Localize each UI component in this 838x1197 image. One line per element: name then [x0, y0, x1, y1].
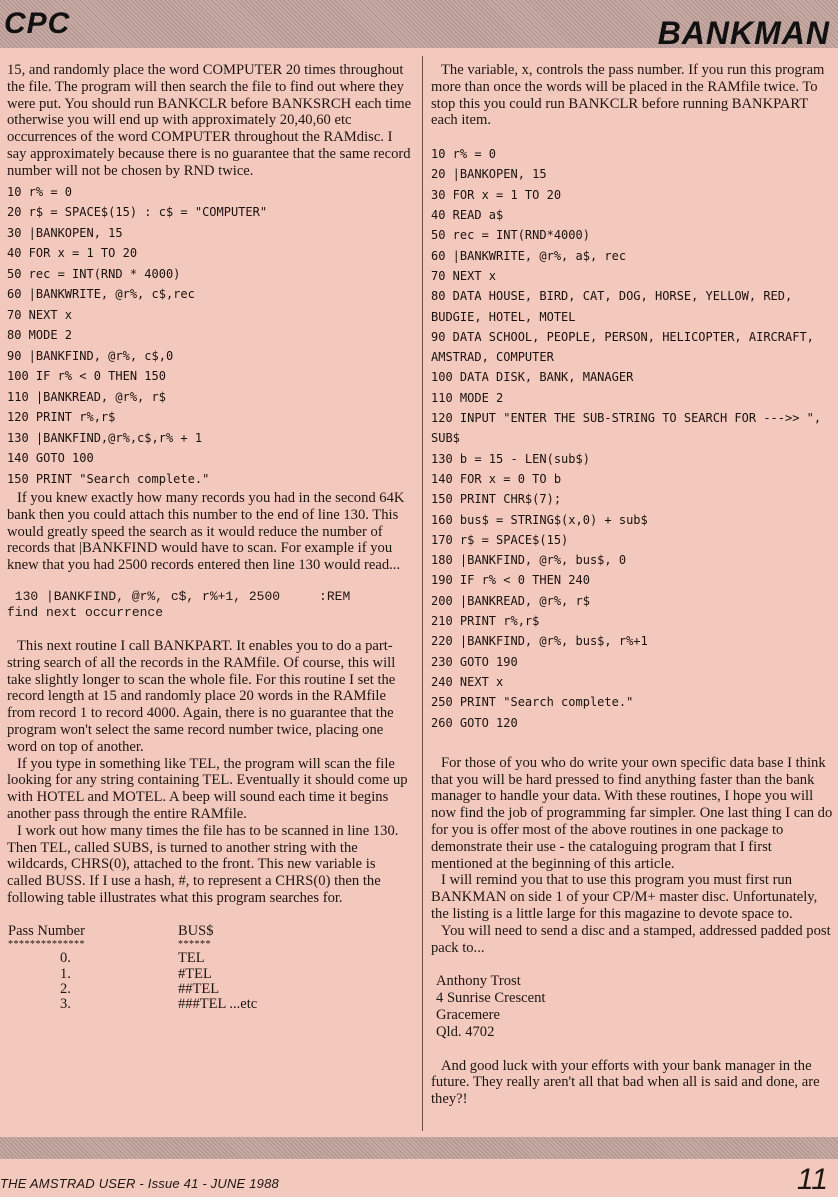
code-line: 220 |BANKFIND, @r%, bus$, r%+1 [431, 634, 648, 649]
right-paragraph-4: You will need to send a disc and a stamped, addressed padded post pack to... [431, 922, 831, 956]
bus-value-cell: TEL [178, 950, 205, 967]
code-line: 80 DATA HOUSE, BIRD, CAT, DOG, HORSE, YELLOW, RED, BUDGIE, HOTEL, MOTEL [431, 289, 800, 324]
code-line: 60 |BANKWRITE, @r%, c$,rec [7, 287, 195, 302]
code-note: 130 |BANKFIND, @r%, c$, r%+1, 2500 :REM find next occurrence [7, 589, 351, 621]
table-row [8, 982, 257, 997]
code-line: 10 r% = 0 [431, 147, 497, 162]
closing-paragraph: And good luck with your efforts with your bank manager in the future. They really aren't all that bad when all is said and done, are they?! [431, 1057, 820, 1108]
code-line: 230 GOTO 190 [431, 654, 518, 669]
code-line: 120 PRINT r%,r$ [7, 410, 116, 425]
code-line: 250 PRINT "Search complete." [431, 695, 634, 710]
column-divider [422, 56, 423, 1131]
code-line: 100 DATA DISK, BANK, MANAGER [431, 370, 634, 385]
code-line: 130 |BANKFIND,@r%,c$,r% + 1 [7, 430, 203, 445]
code-line: 80 MODE 2 [7, 328, 73, 343]
code-line: 140 FOR x = 0 TO b [431, 471, 562, 486]
pass-table [8, 924, 257, 1013]
code-line: 40 FOR x = 1 TO 20 [7, 246, 138, 261]
code-line: 50 rec = INT(RND * 4000) [7, 266, 181, 281]
left-paragraph-2: If you knew exactly how many records you had in the second 64K bank then you could attach this number to the end of line 130. This would greatly speed the search as it would reduce the number of records that |BANKFIND would have to scan. For example if you knew that you had 2500 records entered then line 130 would read... [7, 490, 405, 574]
left-paragraph-4: If you type in something like TEL, the program will scan the file looking for any string containing TEL. Eventually it should come up with HOTEL and MOTEL. A beep will sound each time it begins another pass through the entire RAMfile. [7, 755, 408, 823]
pass-table-rule: ****** [178, 939, 211, 951]
code-line: 50 rec = INT(RND*4000) [431, 228, 590, 243]
code-line: 100 IF r% < 0 THEN 150 [7, 369, 166, 384]
code-line: 40 READ a$ [431, 208, 504, 223]
address-line: Gracemere [436, 1006, 500, 1023]
address-line: Anthony Trost [436, 973, 521, 990]
code-line: 120 INPUT "ENTER THE SUB-STRING TO SEARCH FOR --->> ", SUB$ [431, 411, 829, 446]
bus-value-cell: ###TEL ...etc [178, 996, 258, 1013]
address-line: 4 Sunrise Crescent [436, 990, 546, 1007]
code-line: 70 NEXT x [7, 307, 73, 322]
publication-footer: THE AMSTRAD USER - Issue 41 - JUNE 1988 [0, 1176, 279, 1191]
code-line: 110 |BANKREAD, @r%, r$ [7, 389, 166, 404]
code-line: 260 GOTO 120 [431, 715, 518, 730]
table-row [8, 967, 257, 982]
page-number: 11 [796, 1163, 828, 1196]
code-line: 30 FOR x = 1 TO 20 [431, 187, 562, 202]
section-label: CPC [4, 7, 71, 40]
left-paragraph-3: This next routine I call BANKPART. It enables you to do a part-string search of all the records in the RAMfile. Of course, this will take slightly longer to scan the whole file. For this routine I set the record length at 15 and randomly place 20 words in the RAMfile from record 1 to record 4000. Again, there is no guarantee that the program won't select the same record number twice, placing one word on top of another. [7, 638, 396, 755]
pass-table-header-bus: BUS$ [178, 922, 214, 939]
article-title: BANKMAN [657, 15, 830, 51]
code-line: 60 |BANKWRITE, @r%, a$, rec [431, 248, 627, 263]
listing-bankhunt [7, 182, 413, 490]
pass-number-cell: 2. [60, 981, 71, 998]
left-paragraph-5: I work out how many times the file has to be scanned in line 130. Then TEL, called SUBS, is turned to another string with the wildcards, CHRS(0), attached to the front. This new variable is called BUSS. If I use a hash, #, to represent a CHRS(0) then the following table illustrates what this program searches for. [7, 822, 399, 907]
code-line: 190 IF r% < 0 THEN 240 [431, 573, 590, 588]
code-line: 70 NEXT x [431, 268, 497, 283]
address-block [431, 973, 833, 1040]
right-paragraph-2: For those of you who do write your own specific data base I think that you will be hard pressed to find anything faster than the bank manager to handle your data. With these routines, I hope you will now find the job of programming far simpler. One last thing I can do for you is offer most of the above routines in one package to demonstrate their use - the cataloguing program that I first mentioned at the beginning of this article. [431, 754, 833, 872]
pass-number-cell: 3. [60, 996, 71, 1013]
right-paragraph-3: I will remind you that to use this program you must first run BANKMAN on side 1 of your CP/M+ master disc. Unfortunately, the listing is a little large for this magazine to devote space to. [431, 872, 818, 922]
code-line: 180 |BANKFIND, @r%, bus$, 0 [431, 553, 627, 568]
code-line: 30 |BANKOPEN, 15 [7, 225, 123, 240]
code-line: 90 |BANKFIND, @r%, c$,0 [7, 348, 174, 363]
table-row [8, 997, 257, 1012]
left-column [7, 62, 413, 1013]
bus-value-cell: #TEL [178, 965, 212, 982]
code-line: 160 bus$ = STRING$(x,0) + sub$ [431, 512, 648, 527]
pass-number-cell: 0. [60, 950, 71, 967]
code-line: 170 r$ = SPACE$(15) [431, 532, 569, 547]
pass-table-header-pass: Pass Number [8, 922, 85, 939]
bus-value-cell: ##TEL [178, 981, 220, 998]
right-intro-paragraph: The variable, x, controls the pass number. If you run this program more than once the words will be placed in the RAMfile twice. To stop this you could run BANKCLR before running BANKPART each item. [431, 62, 825, 129]
listing-bankpart [431, 144, 833, 733]
code-line: 200 |BANKREAD, @r%, r$ [431, 593, 590, 608]
right-column [431, 62, 833, 1108]
code-line: 20 r$ = SPACE$(15) : c$ = "COMPUTER" [7, 205, 268, 220]
code-line: 150 PRINT "Search complete." [7, 471, 210, 486]
footer-band [0, 1137, 838, 1159]
left-intro-paragraph: 15, and randomly place the word COMPUTER 20 times throughout the file. The program will then search the file to find out where they were put. You should run BANKCLR before BANKSRCH each time otherwise you will end up with approximately 20,40,60 etc occurrences of the word COMPUTER throughout the RAMdisc. I say approximately because there is no guarantee that the same record number will not be chosen by RND twice. [7, 62, 412, 179]
code-line: 110 MODE 2 [431, 390, 504, 405]
pass-number-cell: 1. [60, 965, 71, 982]
code-line: 10 r% = 0 [7, 184, 73, 199]
code-line: 140 GOTO 100 [7, 451, 94, 466]
code-line: 150 PRINT CHR$(7); [431, 492, 562, 507]
code-line: 130 b = 15 - LEN(sub$) [431, 451, 590, 466]
code-line: 210 PRINT r%,r$ [431, 614, 540, 629]
table-row [8, 951, 257, 966]
code-line: 20 |BANKOPEN, 15 [431, 167, 547, 182]
code-line: 90 DATA SCHOOL, PEOPLE, PERSON, HELICOPTER, AIRCRAFT, AMSTRAD, COMPUTER [431, 329, 822, 365]
pass-table-rule: ************** [8, 939, 85, 951]
address-line: Qld. 4702 [436, 1023, 495, 1040]
code-line: 240 NEXT x [431, 674, 504, 689]
